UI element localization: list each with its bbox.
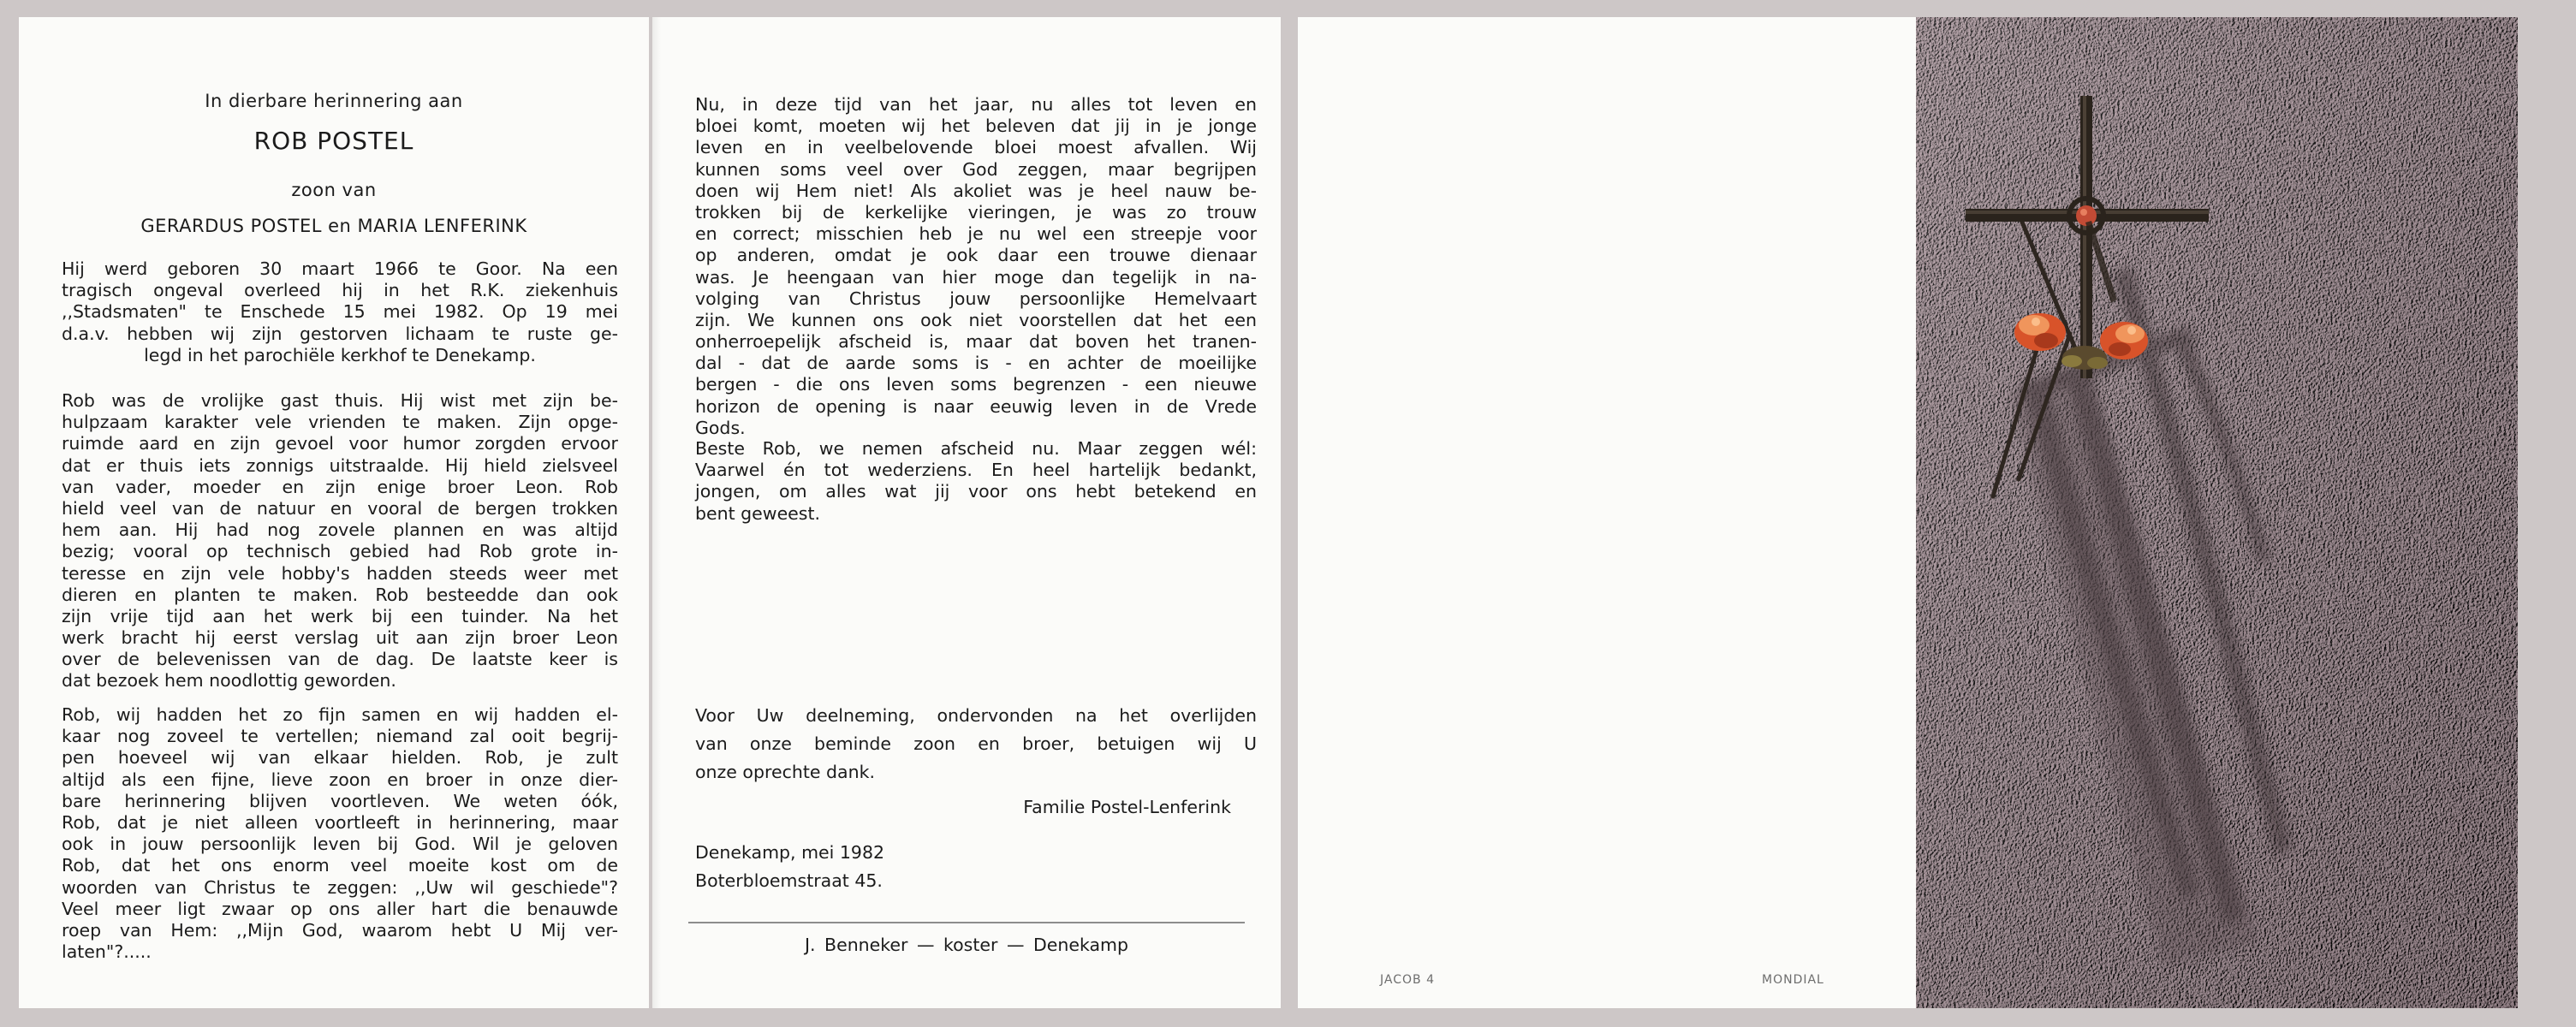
text-line: dieren en planten te maken. Rob besteedde dan ook [62, 584, 618, 605]
text-line: ,,Stadsmaten" te Enschede 15 mei 1982. Op 19 mei [62, 301, 618, 323]
son-of-label: zoon van [291, 180, 377, 200]
text-line: over de belevenissen van de dag. De laatste keer is [62, 649, 618, 670]
text-line: zijn vrije tijd aan het werk bij een tuinder. Na het [62, 605, 618, 626]
wall-cross-photo [1916, 17, 2518, 1008]
text-line: horizon de opening is naar eeuwig leven in de Vrede [695, 395, 1257, 417]
print-code-left: JACOB 4 [1380, 973, 1435, 987]
text-line: bloei komt, moeten wij het beleven dat jij in je jonge [695, 116, 1257, 137]
text-line: laten"?..... [62, 941, 152, 963]
text-line: en correct; misschien heb je nu wel een streepje voor [695, 223, 1257, 245]
text-line: bezig; vooral op technisch gebied had Rob grote in- [62, 541, 618, 562]
fold-shadow [652, 17, 661, 1008]
text-line: woorden van Christus te zeggen: ,,Uw wil geschiede"? [62, 876, 618, 898]
printer-credit: J. Benneker — koster — Denekamp [804, 935, 1129, 955]
print-code-right: MONDIAL [1762, 973, 1824, 987]
text-line: ruimde aard en zijn gevoel voor humor zorgden ervoor [62, 433, 618, 454]
text-line: pen hoeveel wij van elkaar hielden. Rob, je zult [62, 747, 618, 769]
text-line: Rob was de vrolijke gast thuis. Hij wist met zijn be- [62, 390, 618, 411]
text-line: bent geweest. [695, 502, 821, 524]
text-line: d.a.v. hebben wij zijn gestorven lichaam te ruste ge- [62, 323, 618, 344]
place-and-address [695, 839, 884, 895]
intro-heading: In dierbare herinnering aan [205, 91, 463, 111]
text-line: dat er thuis iets zonnigs uitstraalde. Hij hield zielsveel [62, 454, 618, 476]
card-page-back [1298, 17, 1916, 1008]
text-line: van vader, moeder en zijn enige broer Leon. Rob [62, 476, 618, 497]
text-line: Rob, dat het ons enorm veel moeite kost om de [62, 855, 618, 876]
text-line: leven en in veelbelovende bloei moest afvallen. Wij [695, 137, 1257, 158]
text-line: roep van Hem: ,,Mijn God, waarom hebt U Mij ver- [62, 919, 618, 941]
text-line: jongen, om alles wat jij voor ons hebt betekend en [695, 481, 1257, 502]
divider [688, 922, 1245, 923]
card-page-middle [652, 17, 1281, 1008]
text-line: van onze beminde zoon en broer, betuigen wij U [695, 733, 1257, 754]
text-line: onherroepelijk afscheid is, maar dat boven het tranen- [695, 331, 1257, 353]
text-line: altijd als een fijne, lieve zoon en broer in onze dier- [62, 769, 618, 790]
text-line: bergen - die ons leven soms begrenzen - een nieuwe [695, 374, 1257, 395]
text-line: Beste Rob, we nemen afscheid nu. Maar zeggen wél: [695, 438, 1257, 459]
text-line: Rob, dat je niet alleen voortleeft in herinnering, maar [62, 811, 618, 833]
cover-photo [1916, 17, 2518, 1008]
text-line: was. Je heengaan van hier moge dan tegelijk in na- [695, 266, 1257, 288]
text-line: Hij werd geboren 30 maart 1966 te Goor. Na een [62, 258, 618, 279]
deceased-name: ROB POSTEL [253, 127, 414, 155]
text-line: trokken bij de kerkelijke vieringen, je was zo trouw [695, 201, 1257, 223]
parents-names: GERARDUS POSTEL en MARIA LENFERINK [140, 216, 527, 236]
farewell-paragraph [695, 438, 1257, 525]
text-line: kaar nog zoveel te vertellen; niemand zal ooit begrij- [62, 726, 618, 747]
text-line: tragisch ongeval overleed hij in het R.K. ziekenhuis [62, 280, 618, 301]
life-story-paragraph [62, 390, 618, 692]
text-line: Nu, in deze tijd van het jaar, nu alles tot leven en [695, 94, 1257, 115]
text-line: Gods. [695, 417, 746, 438]
text-line: zijn. We kunnen ons ook niet voorstellen dat het een [695, 309, 1257, 330]
text-line: doen wij Hem niet! Als akoliet was je heel nauw be- [695, 180, 1257, 201]
farewell-paragraph-left [62, 704, 618, 963]
text-line: onze oprechte dank. [695, 762, 875, 782]
text-line: dal - dat de aarde soms is - en achter de moeilijke [695, 353, 1257, 374]
family-signature: Familie Postel-Lenferink [1023, 797, 1231, 817]
text-line: hulpzaam karakter vele vrienden te maken. Zijn opge- [62, 412, 618, 433]
text-line: Veel meer ligt zwaar op ons aller hart die benauwde [62, 898, 618, 919]
text-line: hem aan. Hij had nog zovele plannen en was altijd [62, 519, 618, 541]
text-line: legd in het parochiële kerkhof te Denekamp. [144, 344, 536, 365]
text-line: op anderen, omdat je ook daar een trouwe dienaar [695, 245, 1257, 266]
text-line: kunnen soms veel over God zeggen, maar begrijpen [695, 158, 1257, 180]
text-line: werk bracht hij eerst verslag uit aan zijn broer Leon [62, 627, 618, 649]
text-line: bare herinnering blijven voortleven. We weten óók, [62, 790, 618, 811]
text-line: Rob, wij hadden het zo fijn samen en wij hadden el- [62, 704, 618, 725]
text-line: ook in jouw persoonlijk leven bij God. Wil je geloven [62, 834, 618, 855]
address: Boterbloemstraat 45. [695, 870, 883, 891]
text-line: dat bezoek hem noodlottig geworden. [62, 670, 396, 692]
text-line: hield veel van de natuur en vooral de bergen trokken [62, 497, 618, 519]
place-date: Denekamp, mei 1982 [695, 842, 885, 863]
biography-paragraph [62, 258, 618, 366]
thanks-paragraph [695, 702, 1257, 787]
memorial-paragraph [695, 94, 1257, 439]
text-line: Vaarwel én tot wederziens. En heel hartelijk bedankt, [695, 460, 1257, 481]
card-page-left [19, 17, 649, 1008]
text-line: volging van Christus jouw persoonlijke Hemelvaart [695, 288, 1257, 309]
text-line: teresse en zijn vele hobby's hadden steeds weer met [62, 562, 618, 584]
text-line: Voor Uw deelneming, ondervonden na het overlijden [695, 705, 1257, 726]
